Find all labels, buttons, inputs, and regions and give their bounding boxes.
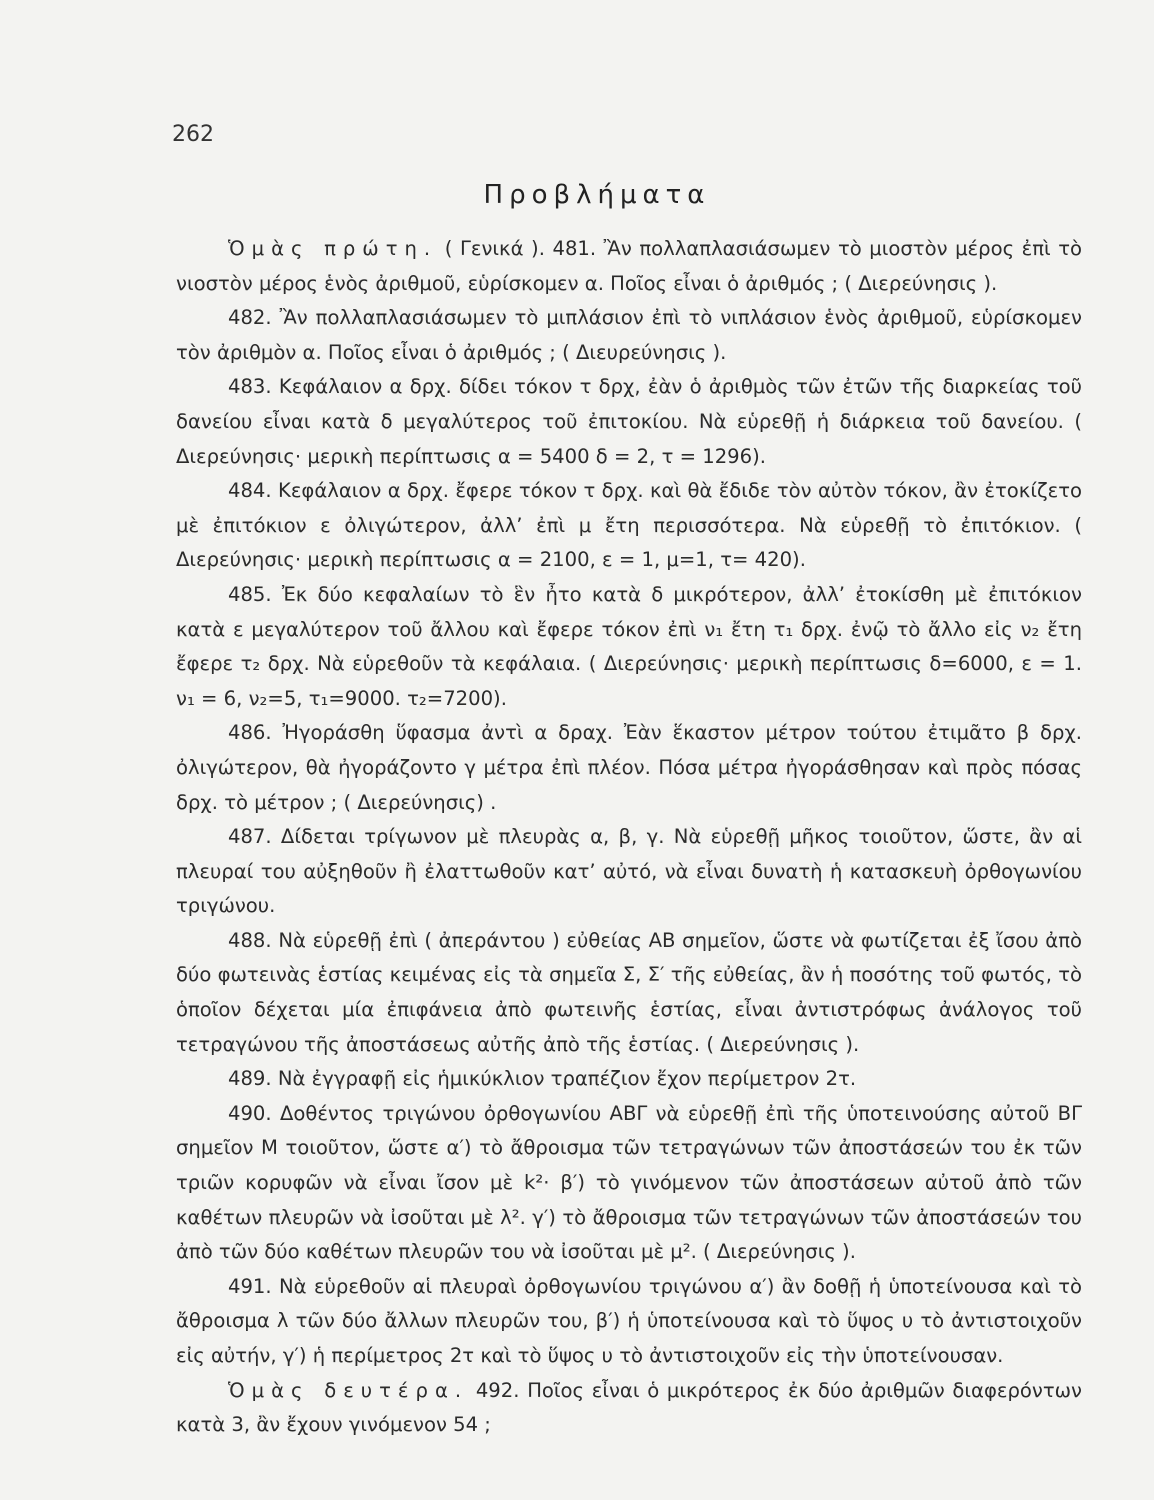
group-label-second: Ὁμὰς δευτέρα. — [228, 1378, 469, 1402]
paragraph-486: 486. Ἠγοράσθη ὕφασμα ἀντὶ α δραχ. Ἐὰν ἕκαστον μέτρον τούτου ἐτιμᾶτο β δρχ. ὀλιγώτερον, θὰ ἠγοράζοντο γ μέτρα ἐπὶ πλέον. Πόσα μέτρα ἠγοράσθησαν καὶ πρὸς πόσας δρχ. τὸ μέτρον ; ( Διερεύνησις) . — [176, 721, 1082, 814]
page-title: Προβλήματα — [483, 180, 711, 210]
paragraph-485: 485. Ἐκ δύο κεφαλαίων τὸ ἓν ἦτο κατὰ δ μικρότερον, ἀλλ’ ἐτοκίσθη μὲ ἐπιτόκιον κατὰ ε μεγαλύτερον τοῦ ἄλλου καὶ ἔφερε τόκον ἐπὶ ν₁ ἔτη τ₁ δρχ. ἐνῷ τὸ ἄλλο εἰς ν₂ ἔτη ἔφερε τ₂ δρχ. Νὰ εὑρεθοῦν τὰ κεφάλαια. ( Διερεύνησις· μερικὴ περίπτωσις δ=6000, ε = 1. ν₁ = 6, ν₂=5, τ₁=9000. τ₂=7200). — [176, 582, 1082, 710]
group-label-first: Ὁμὰς πρώτη. — [228, 237, 438, 260]
paragraph-490: 490. Δοθέντος τριγώνου ὀρθογωνίου ΑΒΓ νὰ εὑρεθῇ ἐπὶ τῆς ὑποτεινούσης αὐτοῦ ΒΓ σημεῖον Μ τοιοῦτον, ὥστε α′) τὸ ἄθροισμα τῶν τετραγώνων τῶν ἀποστάσεών του ἐκ τῶν τριῶν κορυφῶν νὰ εἶναι ἴσον μὲ k²· β′) τὸ γινόμενον τῶν ἀποστάσεων αὐτοῦ ἀπὸ τῶν καθέτων πλευρῶν νὰ ἰσοῦται μὲ λ². γ′) τὸ ἄθροισμα τῶν τετραγώνων τῶν ἀποστάσεών του ἀπὸ τῶν δύο καθέτων πλευρῶν του νὰ ἰσοῦται μὲ μ². ( Διερεύνησις ). — [176, 1101, 1082, 1264]
page-number: 262 — [172, 122, 214, 147]
paragraph-491: 491. Νὰ εὑρεθοῦν αἱ πλευραὶ ὀρθογωνίου τριγώνου α′) ἂν δοθῇ ἡ ὑποτείνουσα καὶ τὸ ἄθροισμα λ τῶν δύο ἄλλων πλευρῶν του, β′) ἡ ὑποτείνουσα καὶ τὸ ὕψος υ τὸ ἀντιστοιχοῦν εἰς αὐτήν, γ′) ἡ περίμετρος 2τ καὶ τὸ ὕψος υ τὸ ἀντιστοιχοῦν εἰς τὴν ὑποτείνουσαν. — [176, 1274, 1082, 1367]
paragraph-492 — [176, 1374, 1082, 1443]
paragraph-484: 484. Κεφάλαιον α δρχ. ἔφερε τόκον τ δρχ. καὶ θὰ ἔδιδε τὸν αὐτὸν τόκον, ἂν ἐτοκίζετο μὲ ἐπιτόκιον ε ὀλιγώτερον, ἀλλ’ ἐπὶ μ ἔτη περισσότερα. Νὰ εὑρεθῇ τὸ ἐπιτόκιον. ( Διερεύνησις· μερικὴ περίπτωσις α = 2100, ε = 1, μ=1, τ= 420). — [176, 479, 1082, 572]
paragraph-482: 482. Ἂν πολλαπλασιάσωμεν τὸ μιπλάσιον ἐπὶ τὸ νιπλάσιον ἑνὸς ἀριθμοῦ, εὑρίσκομεν τὸν ἀριθμὸν α. Ποῖος εἶναι ὁ ἀριθμός ; ( Διευρεύνησις ). — [176, 306, 1082, 364]
problems-text — [176, 232, 1082, 1443]
problem-492-text: 492. Ποῖος εἶναι ὁ μικρότερος ἐκ δύο ἀριθμῶν διαφερόντων κατὰ 3, ἂν ἔχουν γινόμενον 54 ; — [176, 1378, 1082, 1437]
paragraph-481 — [176, 232, 1082, 301]
paragraph-487: 487. Δίδεται τρίγωνον μὲ πλευρὰς α, β, γ. Νὰ εὑρεθῇ μῆκος τοιοῦτον, ὥστε, ἂν αἱ πλευραί του αὐξηθοῦν ἢ ἐλαττωθοῦν κατ’ αὐτό, νὰ εἶναι δυνατὴ ἡ κατασκευὴ ὀρθογωνίου τριγώνου. — [176, 825, 1082, 918]
problem-481-text: ( Γενικά ). 481. Ἂν πολλαπλασιάσωμεν τὸ μιοστὸν μέρος ἐπὶ τὸ νιοστὸν μέρος ἑνὸς ἀριθμοῦ, εὑρίσκομεν α. Ποῖος εἶναι ὁ ἀριθμός ; ( Διερεύνησις ). — [176, 237, 1082, 295]
paragraph-483: 483. Κεφάλαιον α δρχ. δίδει τόκον τ δρχ, ἐὰν ὁ ἀριθμὸς τῶν ἐτῶν τῆς διαρκείας τοῦ δανείου εἶναι κατὰ δ μεγαλύτερος τοῦ ἐπιτοκίου. Νὰ εὑρεθῇ ἡ διάρκεια τοῦ δανείου. ( Διερεύνησις· μερικὴ περίπτωσις α = 5400 δ = 2, τ = 1296). — [176, 375, 1082, 468]
paragraph-489: 489. Νὰ ἐγγραφῇ εἰς ἡμικύκλιον τραπέζιον ἔχον περίμετρον 2τ. — [228, 1067, 857, 1091]
paragraph-488: 488. Νὰ εὑρεθῇ ἐπὶ ( ἀπεράντου ) εὐθείας ΑΒ σημεῖον, ὥστε νὰ φωτίζεται ἐξ ἴσου ἀπὸ δύο φωτεινὰς ἑστίας κειμένας εἰς τὰ σημεῖα Σ, Σ′ τῆς εὐθείας, ἂν ἡ ποσότης τοῦ φωτός, τὸ ὁποῖον δέχεται μία ἐπιφάνεια ἀπὸ φωτεινῆς ἑστίας, εἶναι ἀντιστρόφως ἀνάλογος τοῦ τετραγώνου τῆς ἀποστάσεως αὐτῆς ἀπὸ τῆς ἑστίας. ( Διερεύνησις ). — [176, 928, 1082, 1056]
